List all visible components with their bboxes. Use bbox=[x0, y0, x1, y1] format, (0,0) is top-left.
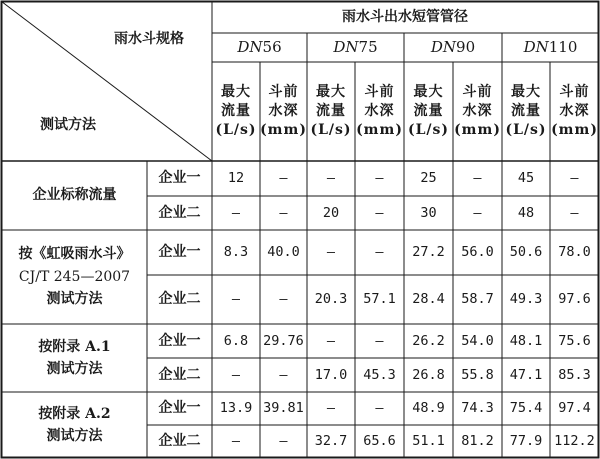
water-depth-header: 斗前 水深 (mm) bbox=[454, 84, 501, 138]
table-cell: 28.4 bbox=[412, 291, 445, 308]
table-cell: — bbox=[279, 366, 288, 383]
water-depth-header: 斗前 水深 (mm) bbox=[356, 84, 403, 138]
table-cell: 112.2 bbox=[554, 433, 595, 450]
table-cell: 97.4 bbox=[558, 400, 591, 417]
enterprise-2-label: 企业二 bbox=[158, 433, 201, 450]
table-cell: — bbox=[326, 332, 336, 349]
table-cell: — bbox=[231, 366, 241, 383]
table-cell: — bbox=[375, 244, 384, 261]
table-cell: 57.1 bbox=[363, 291, 396, 308]
table-cell: 29.76 bbox=[263, 332, 304, 349]
enterprise-1-label: 企业一 bbox=[158, 244, 201, 261]
table-cell: 45 bbox=[517, 170, 535, 187]
table-cell: 20 bbox=[322, 204, 340, 221]
table-cell: — bbox=[326, 244, 336, 261]
water-depth-header: 斗前 水深 (mm) bbox=[551, 84, 598, 138]
group-label-appendix-a2: 按附录 A.2 测试方法 bbox=[38, 405, 111, 444]
table-cell: 48.9 bbox=[412, 400, 445, 417]
table-cell: 50.6 bbox=[509, 244, 543, 261]
table-cell: 20.3 bbox=[314, 291, 348, 308]
max-flow-header: 最大 流量 (L/s) bbox=[215, 84, 257, 138]
table-cell: — bbox=[326, 400, 336, 417]
table-cell: 45.3 bbox=[363, 366, 396, 383]
enterprise-2-label: 企业二 bbox=[158, 204, 201, 221]
table-cell: — bbox=[231, 291, 241, 308]
table-cell: 51.1 bbox=[412, 433, 445, 450]
table-cell: 27.2 bbox=[412, 244, 445, 261]
table-cell: 81.2 bbox=[461, 433, 494, 450]
table-cell: 39.81 bbox=[263, 400, 304, 417]
table-cell: 49.3 bbox=[509, 291, 543, 308]
table-cell: 48.1 bbox=[509, 332, 543, 349]
pipe-diameter-title: 雨水斗出水短管管径 bbox=[342, 8, 468, 25]
table-cell: — bbox=[279, 204, 288, 221]
table-cell: 47.1 bbox=[509, 366, 543, 383]
max-flow-header: 最大 流量 (L/s) bbox=[407, 84, 450, 138]
table-cell: — bbox=[375, 204, 384, 221]
table-cell: — bbox=[279, 170, 288, 187]
group-label-cjt-method: 按《虹吸雨水斗》 CJ/T 245—2007 测试方法 bbox=[18, 246, 131, 308]
enterprise-1-label: 企业一 bbox=[158, 170, 201, 187]
table-cell: 17.0 bbox=[314, 366, 348, 383]
table-cell: 30 bbox=[420, 204, 437, 221]
table-cell: 65.6 bbox=[363, 433, 396, 450]
table-cell: — bbox=[570, 204, 579, 221]
table-cell: 54.0 bbox=[461, 332, 494, 349]
table-cell: — bbox=[326, 170, 336, 187]
table-cell: 48 bbox=[517, 204, 535, 221]
table-cell: 58.7 bbox=[461, 291, 494, 308]
water-depth-header: 斗前 水深 (mm) bbox=[260, 84, 307, 138]
group-label-appendix-a1: 按附录 A.1 测试方法 bbox=[38, 338, 111, 377]
table-cell: — bbox=[570, 170, 579, 187]
enterprise-1-label: 企业一 bbox=[158, 332, 201, 349]
table-cell: — bbox=[279, 291, 288, 308]
corner-spec-label: 雨水斗规格 bbox=[114, 30, 184, 47]
table-cell: 75.4 bbox=[509, 400, 543, 417]
table-cell: 6.8 bbox=[223, 332, 249, 349]
table-cell: 13.9 bbox=[219, 400, 253, 417]
table-cell: 75.6 bbox=[558, 332, 591, 349]
max-flow-header: 最大 流量 (L/s) bbox=[310, 84, 352, 138]
table-cell: — bbox=[473, 170, 482, 187]
table-cell: 26.2 bbox=[412, 332, 445, 349]
corner-method-label: 测试方法 bbox=[40, 116, 96, 133]
enterprise-1-label: 企业一 bbox=[158, 400, 201, 417]
table-cell: 56.0 bbox=[461, 244, 494, 261]
enterprise-2-label: 企业二 bbox=[158, 291, 201, 308]
dn90-header: DN 90 bbox=[430, 38, 476, 57]
table-cell: — bbox=[473, 204, 482, 221]
table-cell: 40.0 bbox=[267, 244, 300, 261]
dn56-header: DN 56 bbox=[237, 38, 282, 57]
table-cell: 25 bbox=[420, 170, 437, 187]
table-cell: — bbox=[231, 433, 241, 450]
table-cell: — bbox=[375, 170, 384, 187]
table-cell: 8.3 bbox=[223, 244, 249, 261]
table-cell: — bbox=[375, 332, 384, 349]
table-cell: 26.8 bbox=[412, 366, 445, 383]
max-flow-header: 最大 流量 (L/s) bbox=[505, 84, 547, 138]
table-cell: 55.8 bbox=[461, 366, 494, 383]
table-cell: — bbox=[231, 204, 241, 221]
table-cell: 85.3 bbox=[558, 366, 591, 383]
dn75-header: DN 75 bbox=[333, 38, 378, 57]
table-cell: 97.6 bbox=[558, 291, 591, 308]
table-cell: 74.3 bbox=[461, 400, 494, 417]
table-cell: — bbox=[279, 433, 288, 450]
group-label-nominal-flow: 企业标称流量 bbox=[32, 187, 117, 204]
table-cell: 78.0 bbox=[558, 244, 591, 261]
table-cell: 77.9 bbox=[509, 433, 543, 450]
table-cell: 12 bbox=[227, 170, 245, 187]
table-cell: — bbox=[375, 400, 384, 417]
dn110-header: DN 110 bbox=[523, 38, 578, 57]
enterprise-2-label: 企业二 bbox=[158, 366, 201, 383]
table-cell: 32.7 bbox=[314, 433, 348, 450]
